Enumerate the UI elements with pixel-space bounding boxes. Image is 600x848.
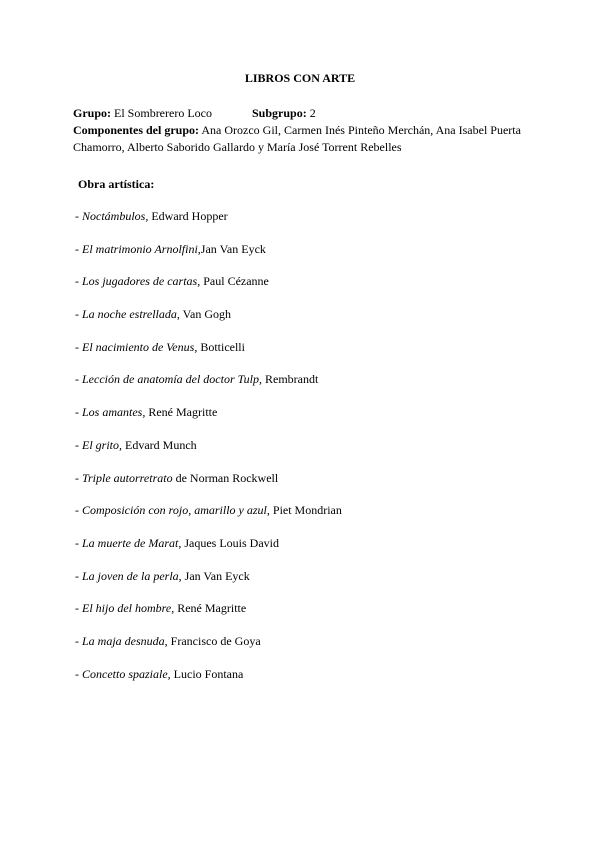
work-prefix: - xyxy=(75,535,82,550)
work-prefix: - xyxy=(75,503,82,518)
members-label: Componentes del grupo: xyxy=(73,123,200,137)
work-title: El hijo del hombre xyxy=(82,601,172,616)
group-label: Grupo: xyxy=(73,106,112,120)
work-item xyxy=(75,371,342,404)
works-heading: Obra artística: xyxy=(78,177,155,191)
document-title: LIBROS CON ARTE xyxy=(244,71,356,85)
work-item xyxy=(75,568,342,601)
work-separator: , xyxy=(266,503,273,518)
work-separator: , xyxy=(197,274,204,289)
work-separator: , xyxy=(197,241,201,256)
work-separator: , xyxy=(164,633,171,648)
work-item xyxy=(75,404,342,437)
work-title: Noctámbulos, xyxy=(82,209,149,223)
work-item xyxy=(75,208,342,241)
work-prefix: - xyxy=(75,568,82,583)
work-prefix: - xyxy=(75,437,82,452)
work-separator: , xyxy=(176,307,183,322)
subgroup-value: 2 xyxy=(309,106,316,120)
work-artist: Van Gogh xyxy=(182,307,231,322)
work-artist: Edvard Munch xyxy=(125,437,197,452)
work-artist: Edward Hopper xyxy=(151,209,228,223)
work-item xyxy=(75,339,342,372)
work-prefix: - xyxy=(75,307,82,322)
work-artist: Rembrandt xyxy=(264,372,319,387)
work-title: Concetto spaziale, xyxy=(82,666,171,681)
work-item xyxy=(75,470,342,503)
work-item xyxy=(75,273,342,306)
work-item xyxy=(75,633,342,666)
work-prefix: - xyxy=(75,339,82,354)
work-prefix: - xyxy=(75,209,82,223)
subgroup xyxy=(252,105,316,122)
work-artist: Jan Van Eyck xyxy=(200,241,266,256)
work-item xyxy=(75,535,342,568)
work-separator: , xyxy=(194,339,201,354)
work-prefix: - xyxy=(75,470,82,485)
group-value: El Sombrerero Loco xyxy=(114,106,212,120)
work-item xyxy=(75,306,342,339)
work-artist: Jan Van Eyck xyxy=(184,568,250,583)
work-prefix: - xyxy=(75,372,82,387)
group-info xyxy=(73,105,543,156)
work-separator: , xyxy=(171,601,178,616)
work-artist: René Magritte xyxy=(148,405,218,420)
work-title: Triple autorretrato xyxy=(82,470,173,485)
work-title: La joven de la perla xyxy=(82,568,179,583)
work-item xyxy=(75,666,342,699)
work-item xyxy=(75,502,342,535)
work-artist: Jaques Louis David xyxy=(184,535,279,550)
work-title: La noche estrellada xyxy=(82,307,177,322)
work-item xyxy=(75,437,342,470)
work-title: La muerte de Marat, xyxy=(82,535,182,550)
work-artist: René Magritte xyxy=(177,601,247,616)
work-title: El grito, xyxy=(82,437,123,452)
work-artist: Paul Cézanne xyxy=(203,274,269,289)
work-separator: , xyxy=(258,372,265,387)
members-row xyxy=(73,122,543,139)
work-title: La maja desnuda xyxy=(82,633,165,648)
work-artist: Norman Rockwell xyxy=(189,470,279,485)
work-title: El nacimiento de Venus xyxy=(82,339,195,354)
work-artist: Botticelli xyxy=(200,339,245,354)
work-prefix: - xyxy=(75,666,82,681)
work-separator: , xyxy=(178,568,185,583)
group-row xyxy=(73,105,543,122)
work-prefix: - xyxy=(75,274,82,289)
work-artist: Piet Mondrian xyxy=(272,503,342,518)
work-prefix: - xyxy=(75,241,82,256)
work-prefix: - xyxy=(75,633,82,648)
members-line2: Chamorro, Alberto Saborido Gallardo y María José Torrent Rebelles xyxy=(73,140,402,154)
subgroup-label: Subgrupo: xyxy=(252,106,307,120)
works-list xyxy=(75,208,342,698)
work-title: Composición con rojo, amarillo y azul xyxy=(82,503,267,518)
work-title: Lección de anatomía del doctor Tulp xyxy=(82,372,259,387)
work-title: El matrimonio Arnolfini xyxy=(82,241,198,256)
work-item xyxy=(75,600,342,633)
work-item xyxy=(75,241,342,274)
work-separator: de xyxy=(172,470,190,485)
work-artist: Francisco de Goya xyxy=(170,633,261,648)
work-prefix: - xyxy=(75,601,82,616)
work-artist: Lucio Fontana xyxy=(173,666,244,681)
work-title: Los jugadores de cartas xyxy=(82,274,198,289)
members-line1: Ana Orozco Gil, Carmen Inés Pinteño Merchán, Ana Isabel Puerta xyxy=(201,123,521,137)
work-title: Los amantes, xyxy=(82,405,146,420)
work-prefix: - xyxy=(75,405,82,420)
